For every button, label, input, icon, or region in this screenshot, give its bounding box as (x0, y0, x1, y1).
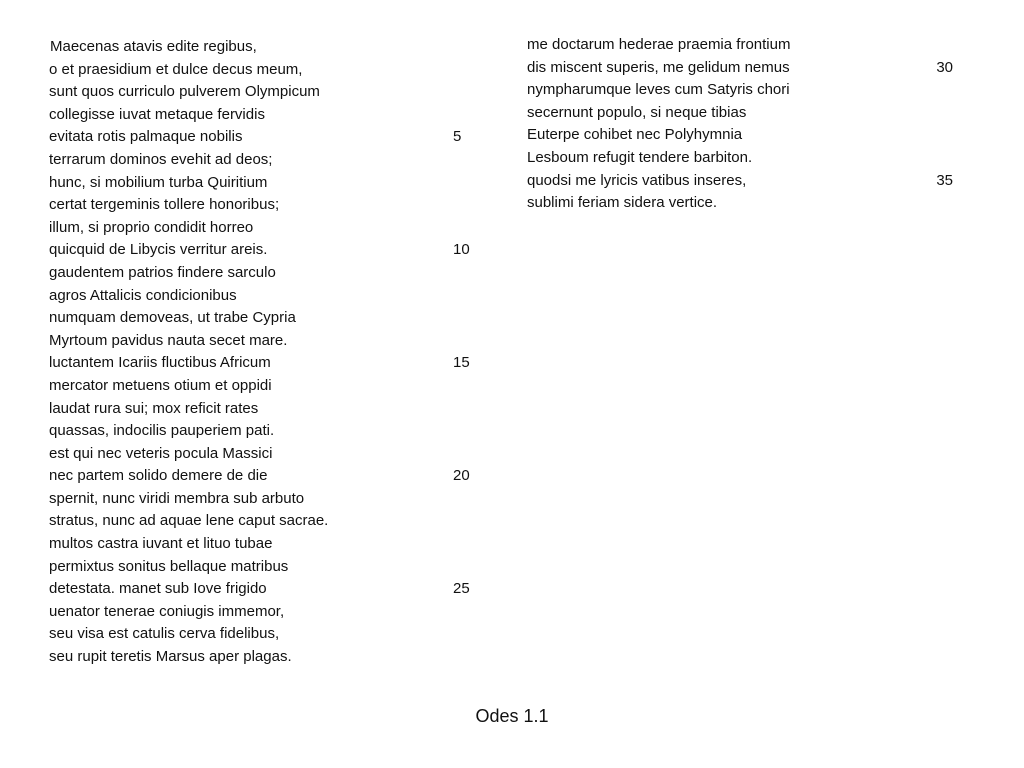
verse-text: evitata rotis palmaque nobilis (49, 128, 243, 146)
verse-line (49, 285, 479, 308)
line-number: 10 (453, 241, 470, 259)
verse-line (49, 239, 479, 262)
verse-line (49, 601, 479, 624)
verse-text: Myrtoum pavidus nauta secet mare. (49, 331, 288, 349)
verse-line (527, 192, 967, 215)
verse-text: sublimi feriam sidera vertice. (527, 194, 718, 212)
verse-text: est qui nec veteris pocula Massici (49, 444, 273, 462)
verse-line (49, 149, 479, 172)
verse-text: sunt quos curriculo pulverem Olympicum (49, 83, 320, 101)
verse-text: nympharumque leves cum Satyris chori (527, 81, 790, 99)
verse-text: seu visa est catulis cerva fidelibus, (49, 625, 280, 643)
verse-line (49, 443, 479, 466)
verse-text: gaudentem patrios findere sarculo (49, 263, 276, 281)
verse-line (49, 81, 479, 104)
verse-line (49, 307, 479, 330)
verse-text: Maecenas atavis edite regibus, (50, 38, 257, 55)
verse-text: laudat rura sui; mox reficit rates (49, 399, 259, 417)
verse-text: luctantem Icariis fluctibus Africum (49, 354, 271, 372)
verse-text: quodsi me lyricis vatibus inseres, (527, 171, 747, 189)
verse-line (527, 102, 967, 125)
verse-line (49, 59, 479, 82)
verse-line (527, 57, 967, 80)
verse-line (49, 533, 479, 556)
verse-line (49, 646, 479, 669)
line-number: 30 (936, 58, 953, 76)
verse-line (49, 104, 479, 127)
verse-line (49, 465, 479, 488)
verse-line (527, 147, 967, 170)
verse-text: Euterpe cohibet nec Polyhymnia (527, 126, 743, 144)
verse-text: spernit, nunc viridi membra sub arbuto (49, 489, 305, 507)
verse-text: multos castra iuvant et lituo tubae (49, 535, 273, 553)
verse-line (49, 623, 479, 646)
verse-text: stratus, nunc ad aquae lene caput sacrae. (49, 512, 329, 530)
verse-text: quicquid de Libycis verritur areis. (49, 241, 268, 259)
verse-text: agros Attalicis condicionibus (49, 286, 237, 304)
verse-line (49, 556, 479, 579)
verse-text: mercator metuens otium et oppidi (49, 376, 272, 394)
verse-line (527, 170, 967, 193)
line-number: 5 (453, 128, 462, 146)
verse-line (49, 420, 479, 443)
verse-line (49, 36, 479, 59)
verse-line (49, 217, 479, 240)
verse-line (49, 126, 479, 149)
verse-text: hunc, si mobilium turba Quiritium (49, 173, 268, 191)
verse-text: detestata. manet sub Iove frigido (49, 580, 267, 598)
verse-line (49, 194, 479, 217)
verse-line (49, 330, 479, 353)
verse-text: secernunt populo, si neque tibias (527, 103, 747, 121)
verse-line (527, 79, 967, 102)
verse-text: collegisse iuvat metaque fervidis (49, 105, 265, 123)
line-number: 25 (453, 580, 470, 598)
poem-column-left (49, 36, 479, 669)
verse-line (49, 352, 479, 375)
verse-line (49, 262, 479, 285)
poem-column-right (527, 34, 967, 215)
verse-text: permixtus sonitus bellaque matribus (49, 557, 289, 575)
verse-text: illum, si proprio condidit horreo (49, 218, 254, 236)
verse-text: uenator tenerae coniugis immemor, (49, 602, 285, 620)
verse-text: numquam demoveas, ut trabe Cypria (49, 309, 296, 327)
verse-text: o et praesidium et dulce decus meum, (49, 60, 303, 78)
verse-text: seu rupit teretis Marsus aper plagas. (49, 648, 292, 666)
line-number: 20 (453, 467, 470, 485)
verse-text: terrarum dominos evehit ad deos; (49, 150, 273, 168)
line-number: 15 (453, 354, 470, 372)
verse-text: nec partem solido demere de die (49, 467, 268, 485)
verse-text: quassas, indocilis pauperiem pati. (49, 422, 275, 440)
verse-line (49, 578, 479, 601)
verse-line (49, 510, 479, 533)
verse-text: dis miscent superis, me gelidum nemus (527, 58, 790, 76)
poem-title: Odes 1.1 (475, 706, 549, 726)
verse-text: Lesboum refugit tendere barbiton. (527, 148, 753, 166)
verse-line (527, 124, 967, 147)
line-number: 35 (936, 171, 953, 189)
verse-line (49, 398, 479, 421)
verse-line (49, 172, 479, 195)
verse-line (49, 488, 479, 511)
verse-line (527, 34, 967, 57)
verse-text: me doctarum hederae praemia frontium (527, 36, 791, 53)
verse-text: certat tergeminis tollere honoribus; (49, 196, 280, 214)
verse-line (49, 375, 479, 398)
